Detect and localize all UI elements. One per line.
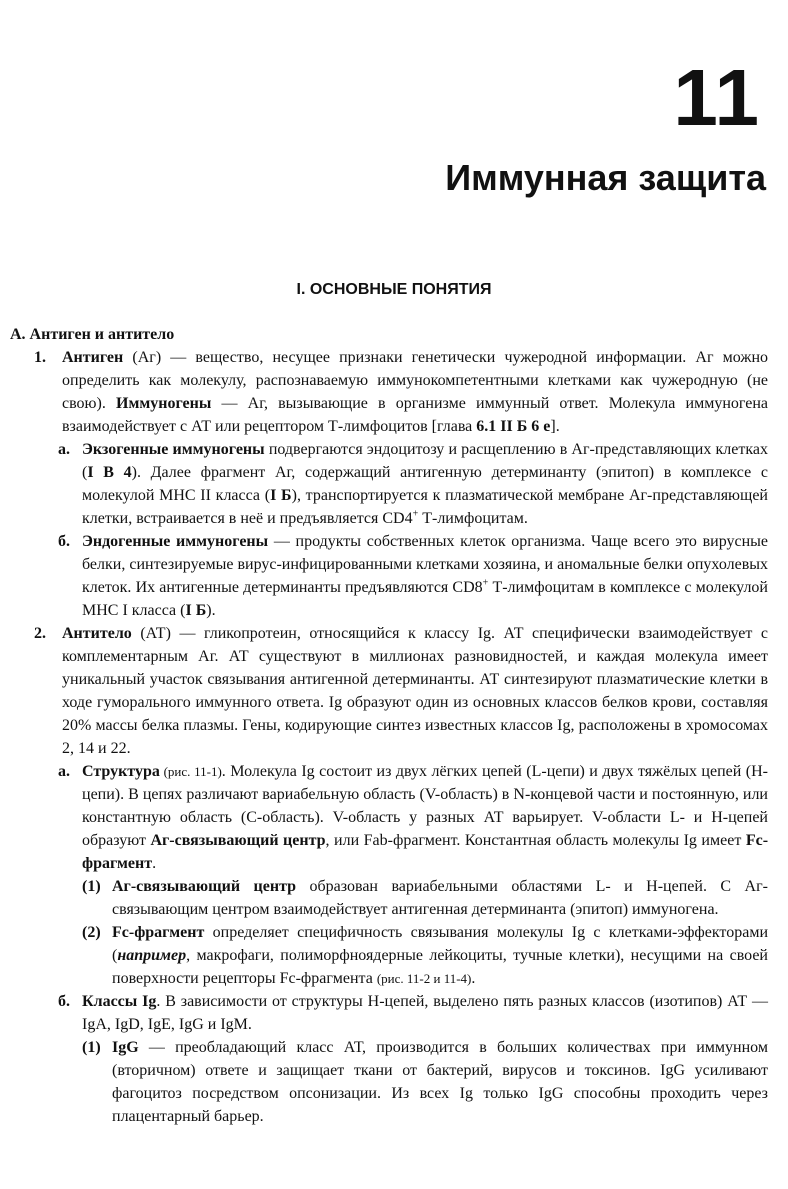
text-run: (Аг) — вещество, несущее признаки генетически чужеродной информации. Аг можно определить как молекулу, распознаваемую иммунокомпетентными клетками как чужеродную (не свою). [62,349,768,412]
cross-reference: I Б [185,602,207,619]
subitem-endogenous [10,530,768,622]
text-run: — продукты собственных клеток организма. Чаще всего это вирусные белки, синтезируемые вирус-инфицированными клетками хозяина, и аномальные белки опухолевых клеток. Их антигенные детерминанты предъявляются CD8 [82,533,769,596]
text-run: — преобладающий класс АТ, производится в больших количествах при иммунном (вторичном) ответе и защищает ткани от бактерий, вирусов и токсинов. IgG усиливают фагоцитоз посредством опсонизации. Из всех Ig только IgG способны проходить через плацентарный барьер. [112,1039,768,1125]
text-run: образован вариабельными областями L- и Н-цепей. С Аг-связывающим центром взаимодействует антигенная детерминанта (эпитоп) иммуногена. [112,878,768,918]
emphasis: например [117,947,187,964]
cross-reference: I В 4 [87,464,132,481]
item-text [112,1036,768,1128]
page-content [10,323,768,1128]
item-antibody [10,622,768,760]
item-text [82,438,768,530]
item-text [82,990,768,1036]
subsubitem-fc-fragment [10,921,768,990]
text-run: . [471,970,476,987]
term: Аг-связывающий центр [112,878,297,895]
term: IgG [112,1039,139,1056]
text-run: Т-лимфоцитам. [418,510,528,527]
superscript: + [412,508,419,520]
subsection-heading-a: А. Антиген и антитело [10,326,175,343]
item-letter: б. [58,993,70,1010]
term: Fc-фрагмент [82,832,769,872]
subsubitem-igg [10,1036,768,1128]
term: Fc-фрагмент [112,924,205,941]
text-run: . Молекула Ig состоит из двух лёгких цепей (L-цепи) и двух тяжёлых цепей (Н-цепи). В цепях различают вариабельную область (V-область) в N-концевой части и постоянную, или константную область (С-область). V-область у разных АТ варьирует. V-области L- и Н-цепей образуют [82,763,769,849]
term: Классы Ig [82,993,157,1010]
text-run: — Аг, вызывающие в организме иммунный ответ. Молекула иммуногена взаимодействует с АТ или рецептором Т-лимфоцитов [глава [62,395,769,435]
text-run: ), транспортируется к плазматической мембране Аг-представляющей клетки, встраивается в неё и предъявляется CD4 [82,487,768,527]
item-letter: а. [58,763,70,780]
chapter-number: 11 [673,53,760,142]
item-text [82,530,768,622]
subsubitem-binding-center [10,875,768,921]
term: Структура [82,763,160,780]
text-run: подвергаются эндоцитозу и расщеплению в Аг-представляющих клетках ( [82,441,769,481]
subitem-structure [10,760,768,875]
item-label: (2) [82,924,101,941]
item-text [62,346,768,438]
term: Антитело [62,625,132,642]
superscript: + [482,577,489,589]
text-run: , или Fab-фрагмент. Константная область молекулы Ig имеет [325,832,746,849]
text-run: . В зависимости от структуры Н-цепей, выделено пять разных классов (изотипов) АТ — IgA, IgD, IgE, IgG и IgM. [82,993,768,1033]
item-number: 1. [34,349,46,366]
text-run: , макрофаги, полиморфноядерные лейкоциты, тучные клетки), несущими на своей поверхности рецепторы Fc-фрагмента [112,947,768,987]
text-run: Т-лимфоцитам в комплексе с молекулой МНС I класса ( [82,579,768,619]
term: Аг-связывающий центр [150,832,326,849]
item-label: (1) [82,878,101,895]
item-number: 2. [34,625,46,642]
term: Экзогенные иммуногены [82,441,265,458]
cross-reference: I Б [270,487,292,504]
text-run: ]. [550,418,560,435]
chapter-title: Иммунная защита [445,157,766,198]
text-run: . [152,855,157,872]
subitem-exogenous [10,438,768,530]
text-run: определяет специфичность связывания молекулы Ig с клетками-эффекторами ( [112,924,768,964]
item-letter: а. [58,441,70,458]
text-run: ). [206,602,216,619]
item-label: (1) [82,1039,101,1056]
text-run: (АТ) — гликопротеин, относящийся к классу Ig. АТ специфически взаимодействует с комплементарным Аг. АТ существуют в миллионах разновидностей, и каждая молекула имеет уникальный участок связывания антигенной детерминанты. АТ синтезируют плазматические клетки в ходе гуморального иммунного ответа. Ig образуют один из основных классов белков крови, составляя 20% массы белка плазмы. Гены, кодирующие синтез известных классов Ig, расположены в хромосомах 2, 14 и 22. [62,625,768,757]
term: Иммуногены [116,395,212,412]
term: Эндогенные иммуногены [82,533,269,550]
cross-reference: 6.1 II Б 6 е [476,418,551,435]
figure-reference: (рис. 11-2 и 11-4) [376,971,472,986]
section-title: I. ОСНОВНЫЕ ПОНЯТИЯ [296,281,492,298]
figure-reference: (рис. 11-1) [159,764,222,779]
item-text [62,622,768,760]
item-text [112,875,768,921]
item-text [112,921,768,990]
text-run: ). Далее фрагмент Аг, содержащий антигенную детерминанту (эпитоп) в комплексе с молекулой МНС II класса ( [82,464,768,504]
item-letter: б. [58,533,70,550]
term: Антиген [62,349,124,366]
subitem-ig-classes [10,990,768,1036]
item-text [82,760,768,875]
item-antigen [10,346,768,438]
